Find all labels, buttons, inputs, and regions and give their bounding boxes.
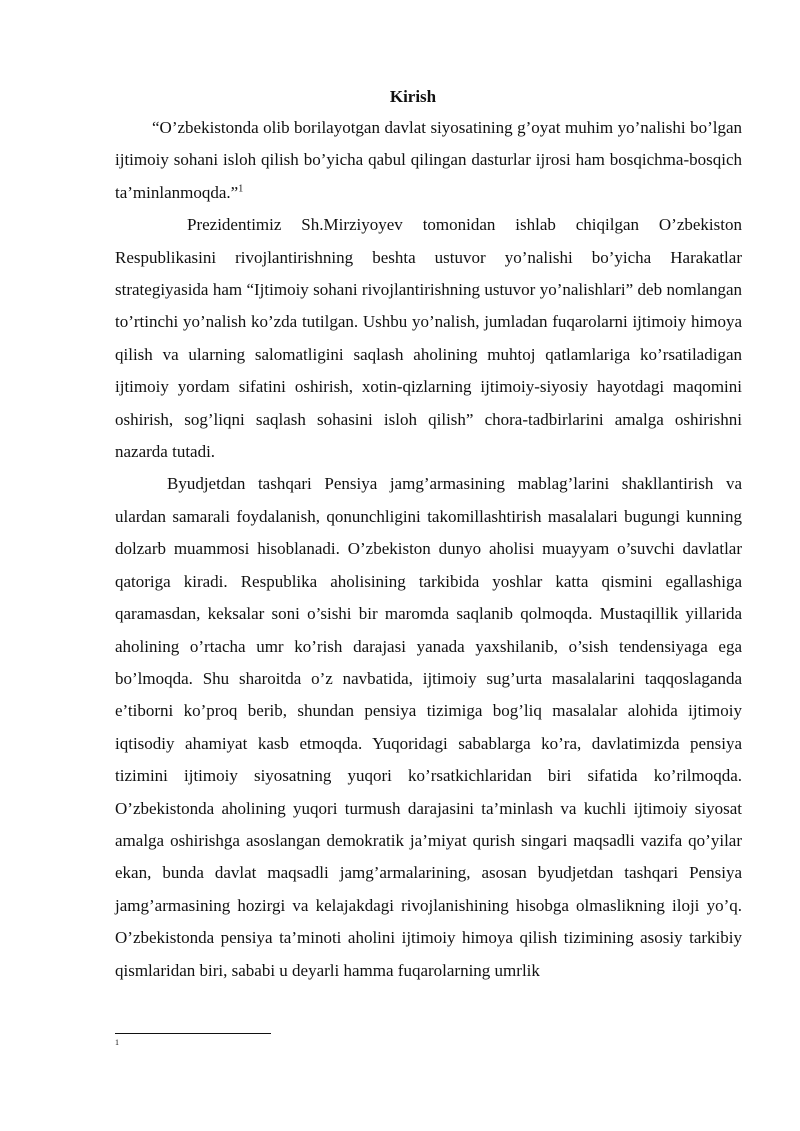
footnote-separator bbox=[115, 1033, 271, 1034]
footnote-reference[interactable]: 1 bbox=[238, 183, 244, 195]
paragraph-quote bbox=[115, 112, 742, 209]
footnote-mark: 1 bbox=[115, 1038, 119, 1047]
paragraph-strategy: Prezidentimiz Sh.Mirziyoyev tomonidan ishlab chiqilgan O’zbekiston Respublikasini rivojlantirishning beshta ustuvor yo’nalishi bo’yicha Harakatlar strategiyasida ham “Ijtimoiy sohani rivojlantirishning ustuvor yo’nalishlari” deb nomlangan to’rtinchi yo’nalish ko’zda tutilgan. Ushbu yo’nalish, jumladan fuqarolarni ijtimoiy himoya qilish va ularning salomatligini saqlash aholining muhtoj qatlamlariga ko’rsatiladigan ijtimoiy yordam sifatini oshirish, xotin-qizlarning ijtimoiy-siyosiy hayotdagi maqomini oshirish, sog’liqni saqlash sohasini isloh qilish” chora-tadbirlarini amalga oshirishni nazarda tutadi. bbox=[115, 215, 742, 462]
paragraph-quote-text: “O’zbekistonda olib borilayotgan davlat siyosatining g’oyat muhim yo’nalishi bo’lgan ijtimoiy sohani isloh qilish bo’yicha qabul qilingan dasturlar ijrosi ham bosqichma-bosqich ta’minlanmoqda.” bbox=[115, 118, 742, 202]
paragraph-pension-fund: Byudjetdan tashqari Pensiya jamg’armasining mablag’larini shakllantirish va ulardan samarali foydalanish, qonunchligini takomillashtirish masalalari bugungi kunning dolzarb muammosi hisoblanadi. O’zbekiston dunyo aholisi muayyam o’suvchi davlatlar qatoriga kiradi. Respublika aholisining tarkibida yoshlar katta qismini egallashiga qaramasdan, keksalar soni o’sishi bir maromda saqlanib qolmoqda. Mustaqillik yillarida aholining o’rtacha umr ko’rish darajasi yanada yaxshilanib, o’sish tendensiyaga ega bo’lmoqda. Shu sharoitda o’z navbatida, ijtimoiy sug’urta masalalarini taqqoslaganda e’tiborni ko’proq berib, shundan pensiya tizimiga bog’liq masalalar alohida ijtimoiy iqtisodiy ahamiyat kasb etmoqda. Yuqoridagi sabablarga ko’ra, davlatimizda pensiya tizimini ijtimoiy siyosatning yuqori ko’rsatkichlaridan biri sifatida ko’rilmoqda. O’zbekistonda aholining yuqori turmush darajasini ta’minlash va kuchli ijtimoiy siyosat amalga oshirishga asoslangan demokratik ja’miyat qurish singari maqsadli vazifa qo’yilar ekan, bunda davlat maqsadli jamg’armalarining, asosan byudjetdan tashqari Pensiya jamg’armasining hozirgi va kelajakdagi rivojlanishining hisobga olmaslikning iloji yo’q. O’zbekistonda pensiya ta’minoti aholini ijtimoiy himoya qilish tizimining asosiy tarkibiy qismlaridan biri, sababi u deyarli hamma fuqarolarning umrlik bbox=[115, 474, 742, 980]
document-body bbox=[115, 112, 742, 987]
section-title: Kirish bbox=[389, 87, 437, 106]
